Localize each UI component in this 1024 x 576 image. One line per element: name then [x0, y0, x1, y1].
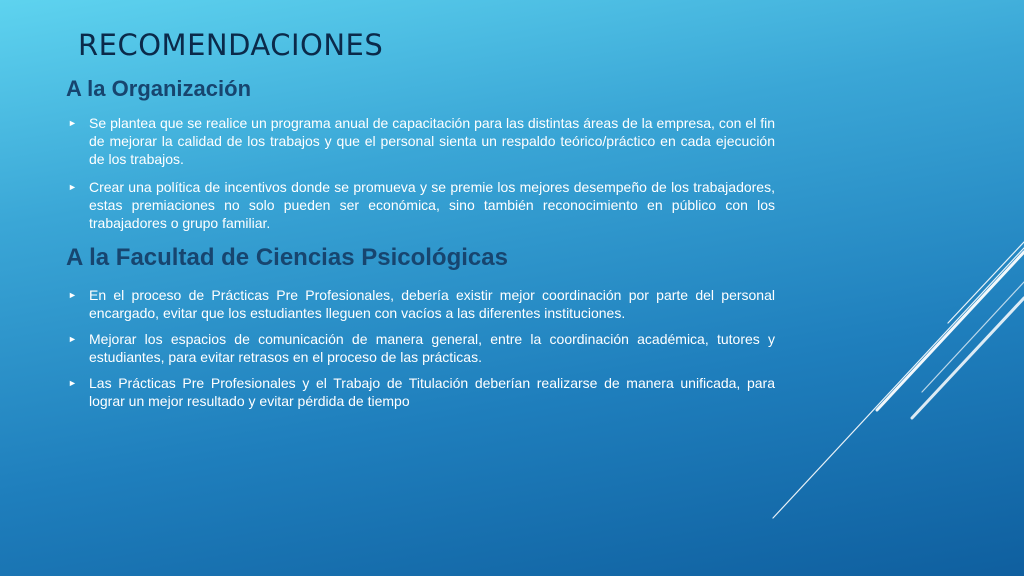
bullet-text: Se plantea que se realice un programa anual de capacitación para las distintas áreas de la empresa, con el fin de mejorar la calidad de los trabajos y que el personal sienta un respaldo teórico/práctico en cada ejecución de los trabajos. [89, 115, 775, 167]
bullet-list-facultad [66, 286, 775, 418]
list-item [66, 330, 775, 366]
list-item [66, 114, 775, 168]
triangle-right-icon: ► [68, 118, 77, 128]
section-heading-organizacion: A la Organización [66, 76, 252, 101]
triangle-right-icon: ► [68, 290, 77, 300]
list-item [66, 286, 775, 322]
deco-line [922, 282, 1024, 392]
deco-line [948, 242, 1024, 323]
deco-line [912, 298, 1024, 418]
bullet-text: Mejorar los espacios de comunicación de manera general, entre la coordinación académica, tutores y estudiantes, para evitar retrasos en el proceso de las prácticas. [89, 331, 775, 365]
bullet-text: Las Prácticas Pre Profesionales y el Trabajo de Titulación deberían realizarse de manera unificada, para lograr un mejor resultado y evitar pérdida de tiempo [89, 375, 775, 409]
triangle-right-icon: ► [68, 378, 77, 388]
bullet-list-organizacion [66, 114, 775, 242]
triangle-right-icon: ► [68, 182, 77, 192]
bullet-text: En el proceso de Prácticas Pre Profesionales, debería existir mejor coordinación por parte del personal encargado, evitar que los estudiantes lleguen con vacíos a las diferentes instituciones. [89, 287, 775, 321]
deco-line [773, 248, 1024, 518]
bullet-text: Crear una política de incentivos donde se promueva y se premie los mejores desempeño de los trabajadores, estas premiaciones no solo pueden ser económica, sino también reconocimiento en público con los trabajadores o grupo familiar. [89, 179, 775, 231]
slide-title: RECOMENDACIONES [78, 28, 384, 62]
section-heading-facultad: A la Facultad de Ciencias Psicológicas [66, 244, 508, 271]
list-item [66, 178, 775, 232]
list-item [66, 374, 775, 410]
triangle-right-icon: ► [68, 334, 77, 344]
deco-line [877, 252, 1024, 410]
